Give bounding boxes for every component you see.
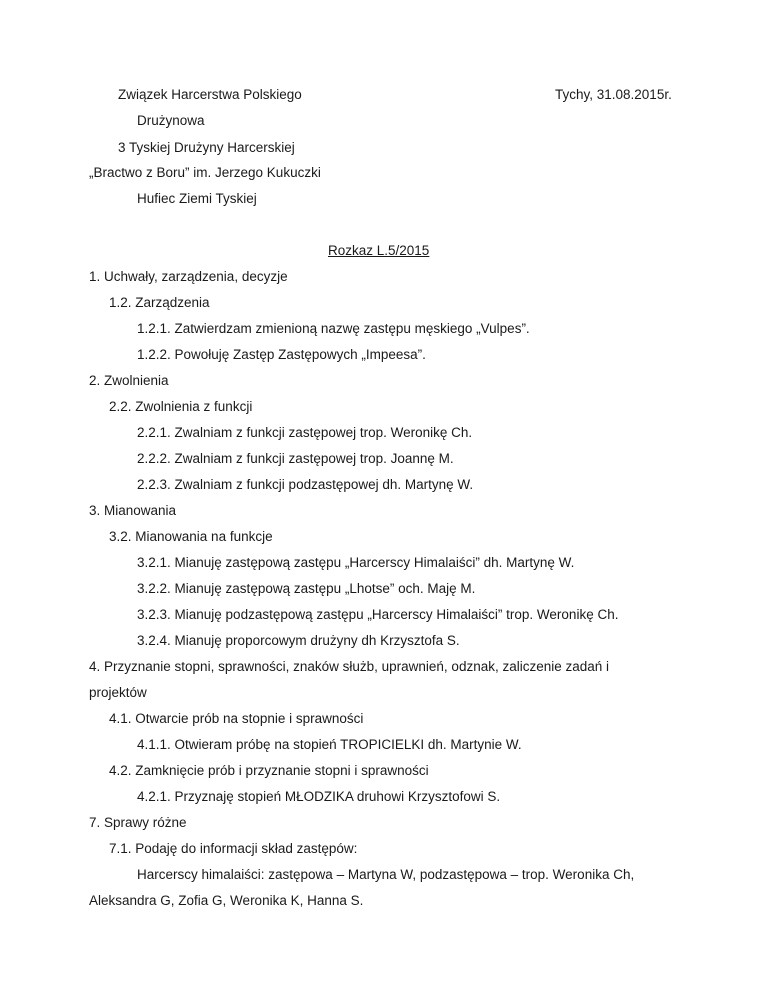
section-1-2-2: 1.2.2. Powołuję Zastęp Zastępowych „Impeesa”.: [137, 347, 426, 362]
section-7-1-line1: Harcerscy himalaiści: zastępowa – Martyna W, podzastępowa – trop. Weronika Ch,: [137, 867, 635, 882]
section-1: 1. Uchwały, zarządzenia, decyzje: [89, 269, 288, 284]
section-3-2-4: 3.2.4. Mianuję proporcowym drużyny dh Krzysztofa S.: [137, 633, 460, 648]
section-4-1: 4.1. Otwarcie prób na stopnie i sprawności: [109, 711, 364, 726]
section-3-2-1: 3.2.1. Mianuję zastępową zastępu „Harcerscy Himalaiści” dh. Martynę W.: [137, 555, 575, 570]
section-3-2-3: 3.2.3. Mianuję podzastępową zastępu „Harcerscy Himalaiści” trop. Weronikę Ch.: [137, 607, 619, 622]
order-title: Rozkaz L.5/2015: [328, 243, 430, 258]
header-district: Hufiec Ziemi Tyskiej: [137, 191, 257, 206]
section-3-2-2: 3.2.2. Mianuję zastępową zastępu „Lhotse” och. Maję M.: [137, 581, 476, 596]
section-2: 2. Zwolnienia: [89, 373, 169, 388]
section-2-2-2: 2.2.2. Zwalniam z funkcji zastępowej trop. Joannę M.: [137, 451, 454, 466]
section-4-1-1: 4.1.1. Otwieram próbę na stopień TROPICIELKI dh. Martynie W.: [137, 737, 522, 752]
section-3-2: 3.2. Mianowania na funkcje: [109, 529, 273, 544]
section-2-2-1: 2.2.1. Zwalniam z funkcji zastępowej trop. Weronikę Ch.: [137, 425, 473, 440]
header-role: Drużynowa: [137, 113, 205, 128]
section-1-2: 1.2. Zarządzenia: [109, 295, 210, 310]
header-unit-name: „Bractwo z Boru” im. Jerzego Kukuczki: [89, 165, 321, 180]
section-7: 7. Sprawy różne: [89, 815, 187, 830]
section-3: 3. Mianowania: [89, 503, 177, 518]
section-1-2-1: 1.2.1. Zatwierdzam zmienioną nazwę zastępu męskiego „Vulpes”.: [137, 321, 530, 336]
section-7-1: 7.1. Podaję do informacji skład zastępów:: [109, 841, 358, 856]
section-2-2-3: 2.2.3. Zwalniam z funkcji podzastępowej dh. Martynę W.: [137, 477, 474, 492]
section-4-line1: 4. Przyznanie stopni, sprawności, znaków służb, uprawnień, odznak, zaliczenie zadań i: [89, 659, 610, 674]
section-4-2: 4.2. Zamknięcie prób i przyznanie stopni i sprawności: [109, 763, 429, 778]
header-org: Związek Harcerstwa Polskiego: [118, 87, 302, 102]
section-2-2: 2.2. Zwolnienia z funkcji: [109, 399, 253, 414]
header-place-date: Tychy, 31.08.2015r.: [555, 87, 672, 102]
section-4-line2: projektów: [89, 685, 147, 700]
header-unit: 3 Tyskiej Drużyny Harcerskiej: [118, 140, 295, 155]
section-4-2-1: 4.2.1. Przyznaję stopień MŁODZIKA druhowi Krzysztofowi S.: [137, 789, 501, 804]
section-7-1-line2: Aleksandra G, Zofia G, Weronika K, Hanna S.: [89, 893, 364, 908]
